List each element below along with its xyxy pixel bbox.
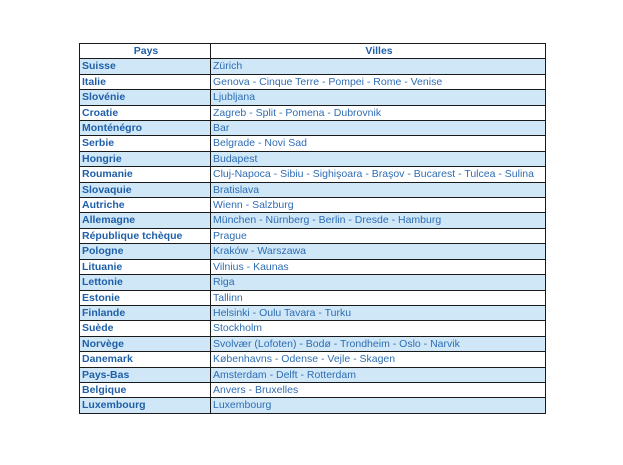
header-villes: Villes — [211, 44, 546, 59]
country-cell: Suède — [80, 321, 211, 336]
country-cell: Hongrie — [80, 151, 211, 166]
country-cell: Luxembourg — [80, 398, 211, 413]
country-cell: Pays-Bas — [80, 367, 211, 382]
cities-cell: Københavns - Odense - Vejle - Skagen — [211, 352, 546, 367]
country-cell: Belgique — [80, 382, 211, 397]
cities-cell: Belgrade - Novi Sad — [211, 136, 546, 151]
country-cell: Pologne — [80, 244, 211, 259]
table-row — [80, 213, 546, 228]
countries-table — [79, 43, 546, 414]
table-row — [80, 228, 546, 243]
country-cell: Finlande — [80, 305, 211, 320]
country-cell: Lettonie — [80, 275, 211, 290]
country-cell: Serbie — [80, 136, 211, 151]
country-cell: Lituanie — [80, 259, 211, 274]
table-row — [80, 305, 546, 320]
country-cell: Monténégro — [80, 121, 211, 136]
country-cell: Allemagne — [80, 213, 211, 228]
cities-cell: Zürich — [211, 59, 546, 74]
table-row — [80, 367, 546, 382]
table-row — [80, 198, 546, 213]
cities-cell: Bar — [211, 121, 546, 136]
table-row — [80, 398, 546, 413]
table-row — [80, 182, 546, 197]
cities-cell: Prague — [211, 228, 546, 243]
table-row — [80, 352, 546, 367]
cities-cell: Helsinki - Oulu Tavara - Turku — [211, 305, 546, 320]
cities-cell: Genova - Cinque Terre - Pompei - Rome - Venise — [211, 74, 546, 89]
table-row — [80, 136, 546, 151]
table-row — [80, 244, 546, 259]
cities-cell: Bratislava — [211, 182, 546, 197]
cities-cell: Budapest — [211, 151, 546, 166]
table-row — [80, 74, 546, 89]
table-row — [80, 259, 546, 274]
country-cell: Slovénie — [80, 90, 211, 105]
table-row — [80, 151, 546, 166]
table-row — [80, 275, 546, 290]
table-header — [80, 44, 546, 59]
cities-cell: Anvers - Bruxelles — [211, 382, 546, 397]
country-cell: Roumanie — [80, 167, 211, 182]
cities-cell: Wienn - Salzburg — [211, 198, 546, 213]
country-cell: Estonie — [80, 290, 211, 305]
country-cell: Croatie — [80, 105, 211, 120]
cities-cell: Svolvær (Lofoten) - Bodø - Trondheim - Oslo - Narvik — [211, 336, 546, 351]
table-row — [80, 105, 546, 120]
country-cell: République tchèque — [80, 228, 211, 243]
table-row — [80, 167, 546, 182]
cities-cell: Amsterdam - Delft - Rotterdam — [211, 367, 546, 382]
table-row — [80, 382, 546, 397]
cities-cell: Tallinn — [211, 290, 546, 305]
cities-cell: Zagreb - Split - Pomena - Dubrovnik — [211, 105, 546, 120]
header-pays: Pays — [80, 44, 211, 59]
cities-cell: Cluj-Napoca - Sibiu - Sighişoara - Braşov - Bucarest - Tulcea - Sulina — [211, 167, 546, 182]
table-row — [80, 121, 546, 136]
country-cell: Italie — [80, 74, 211, 89]
cities-cell: Riga — [211, 275, 546, 290]
country-cell: Suisse — [80, 59, 211, 74]
table-body — [80, 59, 546, 413]
cities-cell: München - Nürnberg - Berlin - Dresde - Hamburg — [211, 213, 546, 228]
table-row — [80, 321, 546, 336]
table-row — [80, 59, 546, 74]
table-row — [80, 290, 546, 305]
cities-cell: Ljubljana — [211, 90, 546, 105]
cities-cell: Luxembourg — [211, 398, 546, 413]
country-cell: Danemark — [80, 352, 211, 367]
cities-cell: Stockholm — [211, 321, 546, 336]
cities-cell: Kraków - Warszawa — [211, 244, 546, 259]
cities-cell: Vilnius - Kaunas — [211, 259, 546, 274]
country-cell: Norvège — [80, 336, 211, 351]
header-row — [80, 44, 546, 59]
country-cell: Slovaquie — [80, 182, 211, 197]
table-row — [80, 90, 546, 105]
country-cell: Autriche — [80, 198, 211, 213]
table-row — [80, 336, 546, 351]
